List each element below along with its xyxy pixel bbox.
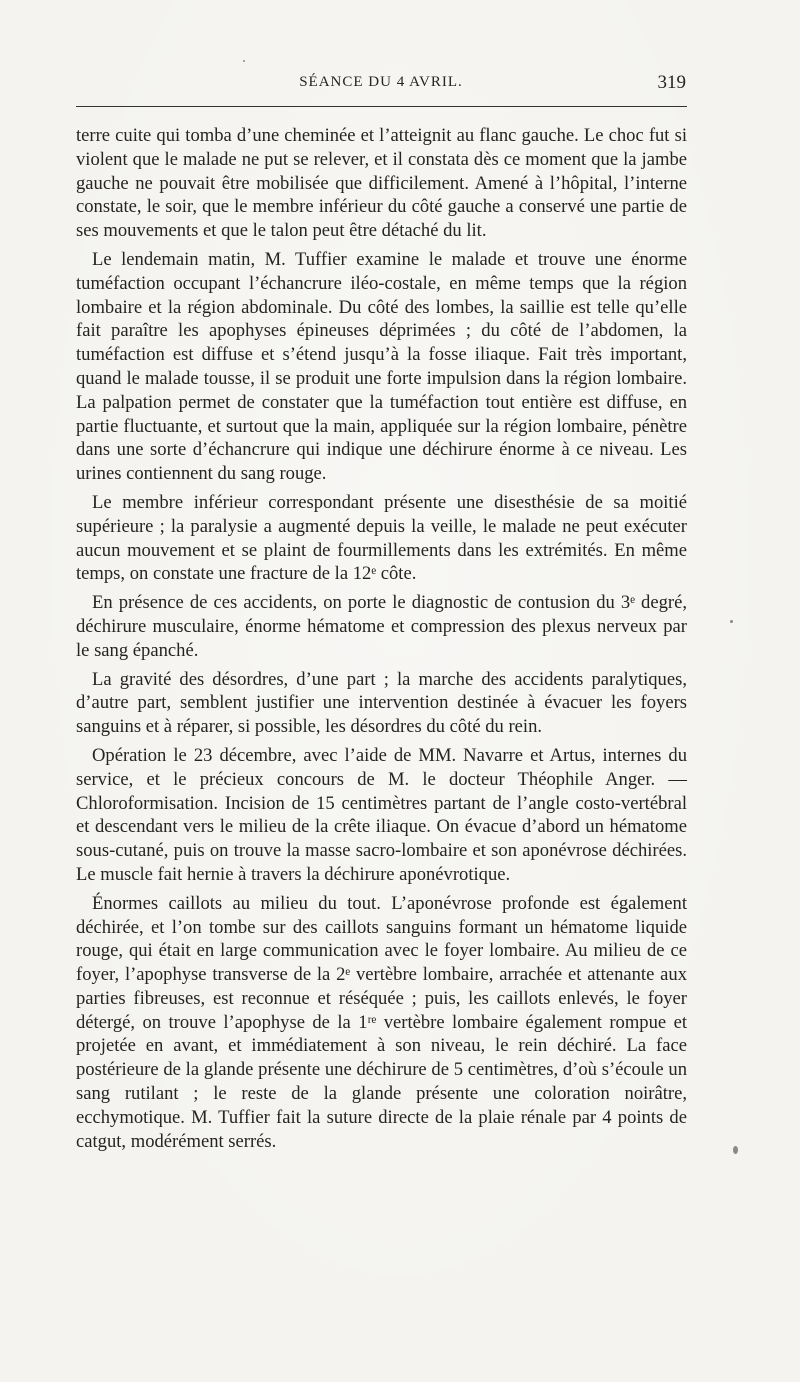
header-rule — [76, 106, 687, 107]
paragraph: Énormes caillots au milieu du tout. L’aponévrose profonde est également déchirée, et l’on tombe sur des caillots sanguins formant un hématome liquide rouge, qui était en large communication avec le foyer lombaire. Au milieu de ce foyer, l’apophyse transverse de la 2ᵉ vertèbre lombaire, arrachée et attenante aux parties fibreuses, est reconnue et réséquée ; puis, les caillots enlevés, le foyer détergé, on trouve l’apophyse de la 1ʳᵉ vertèbre lombaire également rompue et projetée en avant, et immédiatement à son niveau, le rein déchiré. La face postérieure de la glande présente une déchirure de 5 centimètres, d’où s’écoule un sang rutilant ; le reste de la glande présente une coloration noirâtre, ecchymotique. M. Tuffier fait la suture directe de la plaie rénale par 4 points de catgut, modérément serrés. — [76, 892, 687, 1152]
paragraph: Le lendemain matin, M. Tuffier examine le malade et trouve une énorme tuméfaction occupant l’échancrure iléo-costale, en même temps que la région lombaire et la région abdominale. Du côté des lombes, la saillie est telle qu’elle fait paraître les apophyses épineuses déprimées ; du côté de l’abdomen, la tuméfaction est diffuse et s’étend jusqu’à la fosse iliaque. Fait très important, quand le malade tousse, il se produit une forte impulsion dans la région lombaire. La palpation permet de constater que la tuméfaction tout entière est diffuse, en partie fluctuante, et surtout que la main, appliquée sur la région lombaire, pénètre dans une sorte d’échancrure qui indique une déchirure énorme à ce niveau. Les urines contiennent du sang rouge. — [76, 248, 687, 485]
paragraph: La gravité des désordres, d’une part ; la marche des accidents paralytiques, d’autre part, semblent justifier une intervention destinée à évacuer les foyers sanguins et à réparer, si possible, les désordres du côté du rein. — [76, 668, 687, 738]
paragraph: En présence de ces accidents, on porte le diagnostic de contusion du 3ᵉ degré, déchirure musculaire, énorme hématome et compression des plexus nerveux par le sang épanché. — [76, 592, 687, 661]
paragraph: Opération le 23 décembre, avec l’aide de MM. Navarre et Artus, internes du service, et le précieux concours de M. le docteur Théophile Anger. — Chloroformisation. Incision de 15 centimètres partant de l’angle costo-vertébral et descendant vers le milieu de la crête iliaque. On évacue d’abord un hématome sous-cutané, puis on trouve la masse sacro-lombaire et son aponévrose déchirées. Le muscle fait hernie à travers la déchirure aponévrotique. — [76, 744, 687, 885]
scan-speck — [733, 1146, 738, 1154]
scan-speck — [730, 620, 733, 623]
scan-speck — [243, 60, 245, 62]
paragraph: Le membre inférieur correspondant présente une disesthésie de sa moitié supérieure ; la paralysie a augmenté depuis la veille, le malade ne peut exécuter aucun mouvement et se plaint de fourmillements dans les extrémités. En même temps, on constate une fracture de la 12ᵉ côte. — [76, 491, 687, 585]
running-header — [76, 72, 686, 100]
running-title: SÉANCE DU 4 AVRIL. — [299, 74, 463, 90]
page-number: 319 — [657, 72, 686, 93]
body-text — [76, 124, 687, 1153]
paragraph-continuation: terre cuite qui tomba d’une cheminée et l’atteignit au flanc gauche. Le choc fut si violent que le malade ne put se relever, et il constata dès ce moment que la jambe gauche ne pouvait être mobilisée que difficilement. Amené à l’hôpital, l’interne constate, le soir, que le membre inférieur du côté gauche a conservé une partie de ses mouvements et que le talon peut être détaché du lit. — [76, 125, 687, 242]
